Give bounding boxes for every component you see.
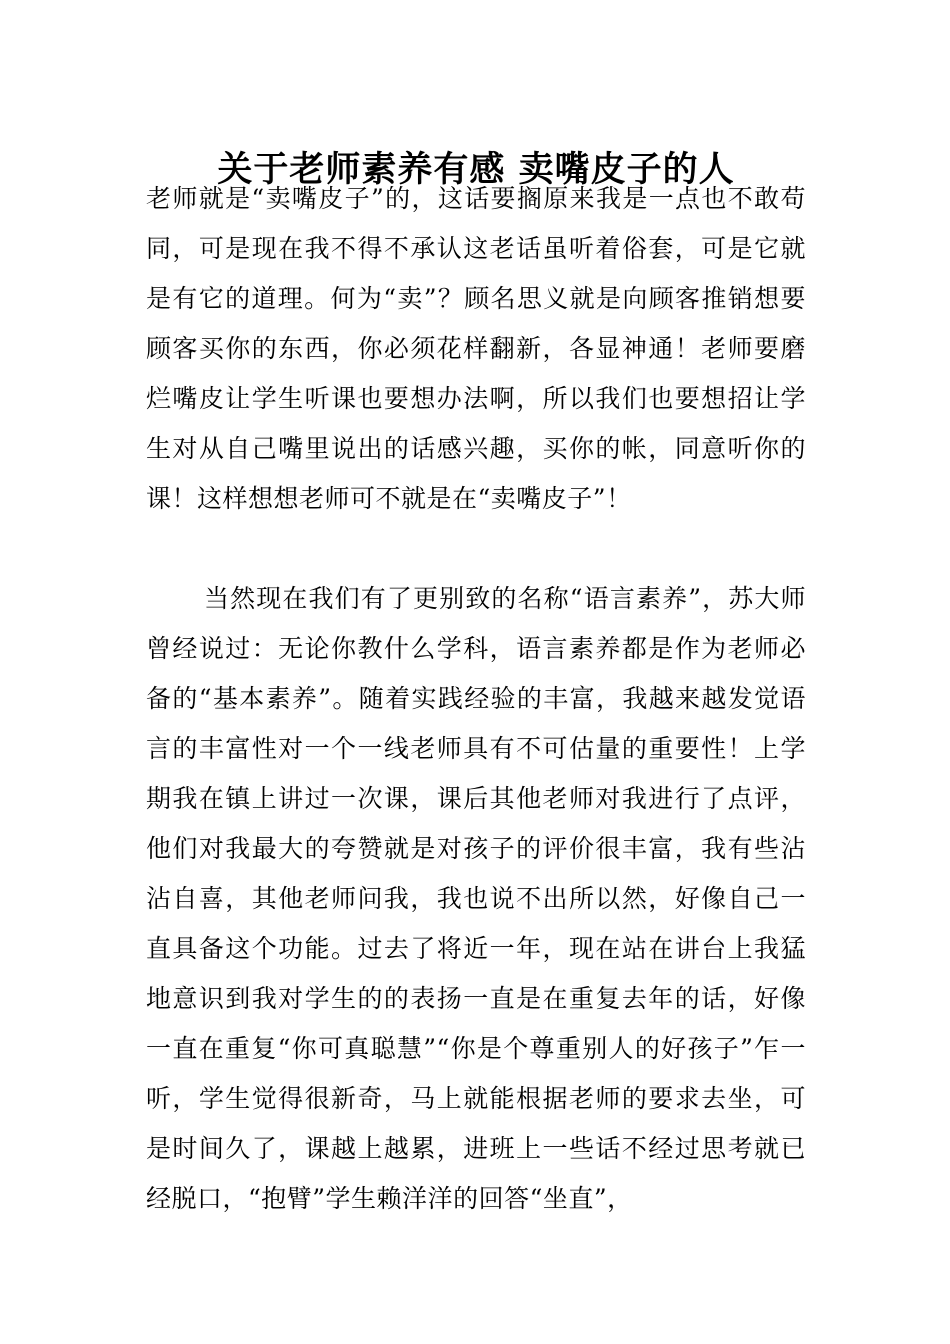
document-title: 关于老师素养有感 卖嘴皮子的人 bbox=[217, 150, 735, 191]
paragraph-2: 当然现在我们有了更别致的名称“语言素养”，苏大师曾经说过：无论你教什么学科，语言素养都是作为老师必备的“基本素养”。随着实践经验的丰富，我越来越发觉语言的丰富性对一个一线老师具有不可估量的重要性！上学期我在镇上讲过一次课，课后其他老师对我进行了点评，他们对我最大的夸赞就是对孩子的评价很丰富，我有些沾沾自喜，其他老师问我，我也说不出所以然，好像自己一直具备这个功能。过去了将近一年，现在站在讲台上我猛地意识到我对学生的的表扬一直是在重复去年的话，好像一直在重复“你可真聪慧”“你是个尊重别人的好孩子”乍一听，学生觉得很新奇，马上就能根据老师的要求去坐，可是时间久了，课越上越累，进班上一些话不经过思考就已经脱口，“抱臂”学生赖洋洋的回答“坐直”， bbox=[146, 584, 806, 1213]
paragraph-1: 老师就是“卖嘴皮子”的，这话要搁原来我是一点也不敢苟同，可是现在我不得不承认这老话虽听着俗套，可是它就是有它的道理。何为“卖”？顾名思义就是向顾客推销想要顾客买你的东西，你必须花样翻新，各显神通！老师要磨烂嘴皮让学生听课也要想办法啊，所以我们也要想招让学生对从自己嘴里说出的话感兴趣，买你的帐，同意听你的课！这样想想老师可不就是在“卖嘴皮子”！ bbox=[146, 184, 806, 513]
